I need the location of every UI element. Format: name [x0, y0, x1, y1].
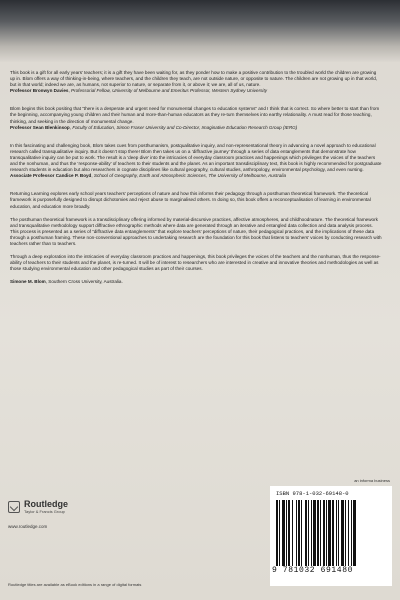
top-dark-band	[0, 0, 400, 62]
publisher-logo	[8, 500, 68, 514]
endorsement-text: Blom begins this book positing that “there is a desperate and urgent need for monumental changes to education systems” and I think that is correct. So where better to start than from the beginning, accompanying young children and their human and more-than-human educators as they re-turn themselves into earthy relationality. A must read for those teaching, thinking, and seeking in the direction of monumental change.	[10, 106, 380, 124]
endorser-name: Professor Bronwyn Davies	[10, 88, 69, 94]
barcode-icon	[276, 500, 386, 566]
body-paragraph-2: The posthuman theoretical framework is a transdisciplinary offering informed by material-discursive practices, affective atmospheres, and childhoodnature. The theoretical framework and transqualitative methodology support diffractive ethnographic methods where data are generated through an iterative and entangled data collection and data analysis process. This process is presented as a series of “diffractive data entanglements” that explore teachers’ perceptions of nature, their pedagogical practices, and the implications of these data through a posthuman framing. These non-conventional approaches to undertaking research are the foundation for this book that listens to teachers’ voices by conducting research with teachers rather than to teachers.	[10, 216, 382, 246]
isbn-digits: 9 781032 691480	[272, 566, 354, 575]
endorsement-text: This book is a gift for all early years’ teachers; it is a gift they have been waiting for, as they ponder how to make a positive contribution to the troubled world the children are growing up in. Blom offers a way of thinking-in-being, where teachers, and the children they teach, are not outside nature, or opposite to nature. The children are not growing up in that world, but in that world; indeed we are, as humans, not superior to nature, or separate from it, or above it; we are, all of us, nature.	[10, 70, 378, 88]
endorsement-1: This book is a gift for all early years’ teachers; it is a gift they have been waiting for, as they ponder how to make a positive contribution to the troubled world the children are growing up in. Blom offers a way of thinking-in-being, where teachers, and the children they teach, are not outside nature, or opposite to nature. The children are not growing up in that world, but in that world; indeed we are, as humans, not superior to nature, or separate from it, or above it; we are, all of us, nature. Professor Bronwyn Davies, Professorial Fellow, University of Melbourne and Emeritus Professor, Western Sydney University	[10, 70, 378, 94]
routledge-logo-icon	[8, 501, 20, 513]
endorser-affiliation: Professorial Fellow, University of Melbourne and Emeritus Professor, Western Sydney University	[71, 88, 268, 94]
ebook-notice: Routledge titles are available as eBook editions in a range of digital formats	[8, 582, 142, 587]
endorser-affiliation: School of Geography, Earth and Atmospheric Sciences, The University of Melbourne, Australia	[93, 173, 287, 179]
publisher-name: Routledge	[24, 499, 68, 509]
isbn-label: ISBN 978-1-032-69148-0	[276, 490, 349, 497]
cover-text	[10, 70, 382, 292]
author-credit	[10, 279, 382, 285]
isbn-panel	[270, 486, 392, 586]
publisher-website: www.routledge.com	[8, 524, 48, 529]
endorser-affiliation: Faculty of Education, Simon Fraser University and Co-Director, Imaginative Education Research Group (IERG)	[72, 124, 298, 130]
publisher-group: Taylor & Francis Group	[24, 509, 65, 514]
endorsement-text: In this fascinating and challenging book, Blom takes cues from posthumanism, postqualitative inquiry, and non-representational theory in advancing a novel approach to educational research called transqualitative inquiry. But it doesn’t stop there! Blom then takes us on a ‘diffractive journey’ through a series of data entanglements that demonstrate how transqualitative inquiry can be put to work. The result is a ‘deep dive’ into the intricacies of everyday classroom practices and happenings which privileges the voices of the teachers and the nonhuman, and thus the ‘response-ability’ of teachers to their students and the planet. As an important transdisciplinary text, this book is highly recommended for postgraduate research students in education but also researchers in cognate disciplines like cultural geography, cultural studies, anthropology, environmental psychology, and even nursing.	[10, 142, 382, 173]
informa-tagline: an informa business	[354, 478, 390, 483]
author-affiliation: , Southern Cross University, Australia.	[45, 279, 123, 285]
endorsement-3: In this fascinating and challenging book, Blom takes cues from posthumanism, postqualitative inquiry, and non-representational theory in advancing a novel approach to educational research called transqualitative inquiry. But it doesn’t stop there! Blom then takes us on a ‘diffractive journey’ through a series of data entanglements that demonstrate how transqualitative inquiry can be put to work. The result is a ‘deep dive’ into the intricacies of everyday classroom practices and happenings which privileges the voices of the teachers and the nonhuman, and thus the ‘response-ability’ of teachers to their students and the planet. As an important transdisciplinary text, this book is highly recommended for postgraduate research students in education but also researchers in cognate disciplines like cultural geography, cultural studies, anthropology, environmental psychology, and even nursing. Associate Professor Candice P. Boyd, School of Geography, Earth and Atmospheric Sciences, The University of Melbourne, Australia	[10, 142, 382, 179]
barcode-area	[270, 478, 392, 586]
endorser-name: Professor Sean Blenkinsop	[10, 124, 70, 130]
body-paragraph-1: Returning Learning explores early school years teachers’ perceptions of nature and how this informs their pedagogy through a posthuman theoretical framework. The theoretical framework is purposefully designed to disrupt dichotomies and reject abuse to marginalised others. In doing so, this book offers a reconceptualisation of learning in environmental education, and education more broadly.	[10, 191, 371, 209]
endorser-name: Associate Professor Candice P. Boyd	[10, 173, 92, 179]
endorsement-2: Blom begins this book positing that “there is a desperate and urgent need for monumental changes to education systems” and I think that is correct. So where better to start than from the beginning, accompanying young children and their human and more-than-human educators as they re-turn themselves into earthy relationality. A must read for those teaching, thinking, and seeking in the direction of monumental change. Professor Sean Blenkinsop, Faculty of Education, Simon Fraser University and Co-Director, Imaginative Education Research Group (IERG)	[10, 106, 380, 130]
body-paragraph-3: Through a deep exploration into the intricacies of everyday classroom practices and happenings, this book privileges the voices of the teachers and the nonhuman, thus the response-ability of teachers to their students and the planet, is re-turned. It will be of interest to researchers who are interested in creative and innovative theories and methodologies as well as those studying environmental education and other pedagogical studies as part of their courses.	[10, 254, 381, 272]
author-name: Simone M. Blom	[10, 279, 46, 285]
